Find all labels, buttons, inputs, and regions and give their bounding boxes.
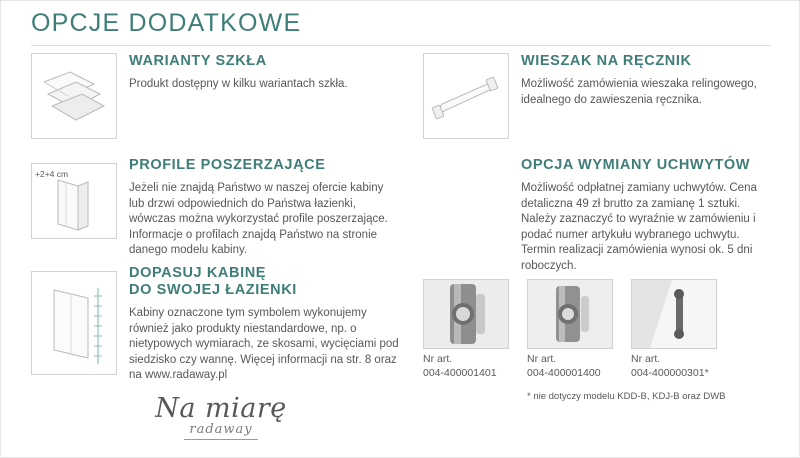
article-3-number: 004-400000301* [631,366,709,379]
article-3-label: Nr art. [631,353,661,365]
handles-footnote: * nie dotyczy modelu KDD-B, KDJ-B oraz DWB [527,391,726,402]
handle-photo-3 [631,279,717,349]
page-title: OPCJE DODATKOWE [31,9,302,37]
glass-panes-icon [31,53,117,139]
logo-brand-text: radaway [189,422,253,437]
title-divider [31,45,771,46]
radaway-logo [121,393,321,440]
towel-hanger-heading: WIESZAK NA RĘCZNIK [521,53,692,69]
profile-badge: +2+4 cm [35,169,69,179]
extension-profiles-heading: PROFILE POSZERZAJĄCE [129,157,326,173]
glass-variants-heading: WARIANTY SZKŁA [129,53,267,69]
extension-profiles-body: Jeżeli nie znajdą Państwo w naszej ofercie kabiny lub drzwi odpowiednich do Państwa łazienki, wówczas można wykorzystać profile poszerzające. Informacje o profilach znajdą Państwo na stronie danego modelu kabiny. [129,182,388,257]
glass-variants-body: Produkt dostępny w kilku wariantach szkła. [129,78,348,90]
custom-fit-body: Kabiny oznaczone tym symbolem wykonujemy również jako produkty niestandardowe, np. o nietypowych wymiarach, ze skosami, wycięciami pod siedzisko czy wannę. Więcej informacji na str. 8 oraz na www.radaway.pl [129,307,399,382]
section-towel-hanger [521,53,771,108]
towel-hanger-body: Możliwość zamówienia wieszaka relingowego, idealnego do zawieszenia ręcznika. [521,78,757,106]
article-2-number: 004-400001400 [527,366,601,379]
section-extension-profiles [129,157,397,259]
logo-script-text: Na miarę [155,393,287,424]
handle-photo-2 [527,279,613,349]
article-2-label: Nr art. [527,353,557,365]
measure-cabin-icon [31,271,117,375]
custom-fit-heading-line1: DOPASUJ KABINĘ [129,265,267,281]
section-glass-variants [129,53,379,93]
towel-rail-icon [423,53,509,139]
handle-photo-1 [423,279,509,349]
handle-exchange-body: Możliwość odpłatnej zamiany uchwytów. Cena detaliczna 49 zł brutto za zamianę 1 sztuki. Należy zaznaczyć to wyraźnie w zamówieniu i podać numer artykułu wybranego uchwytu. Termin realizacji zamówienia wynosi ok. 5 dni roboczych. [521,182,757,272]
article-1-number: 004-400001401 [423,366,497,379]
article-caption-3 [631,353,741,380]
article-1-label: Nr art. [423,353,453,365]
custom-fit-heading-line2: DO SWOJEJ ŁAZIENKI [129,282,297,298]
section-custom-fit [129,265,399,384]
article-caption-1 [423,353,523,380]
section-handle-exchange [521,157,773,275]
handle-exchange-heading: OPCJA WYMIANY UCHWYTÓW [521,157,751,173]
logo-underline [184,439,258,440]
article-caption-2 [527,353,627,380]
